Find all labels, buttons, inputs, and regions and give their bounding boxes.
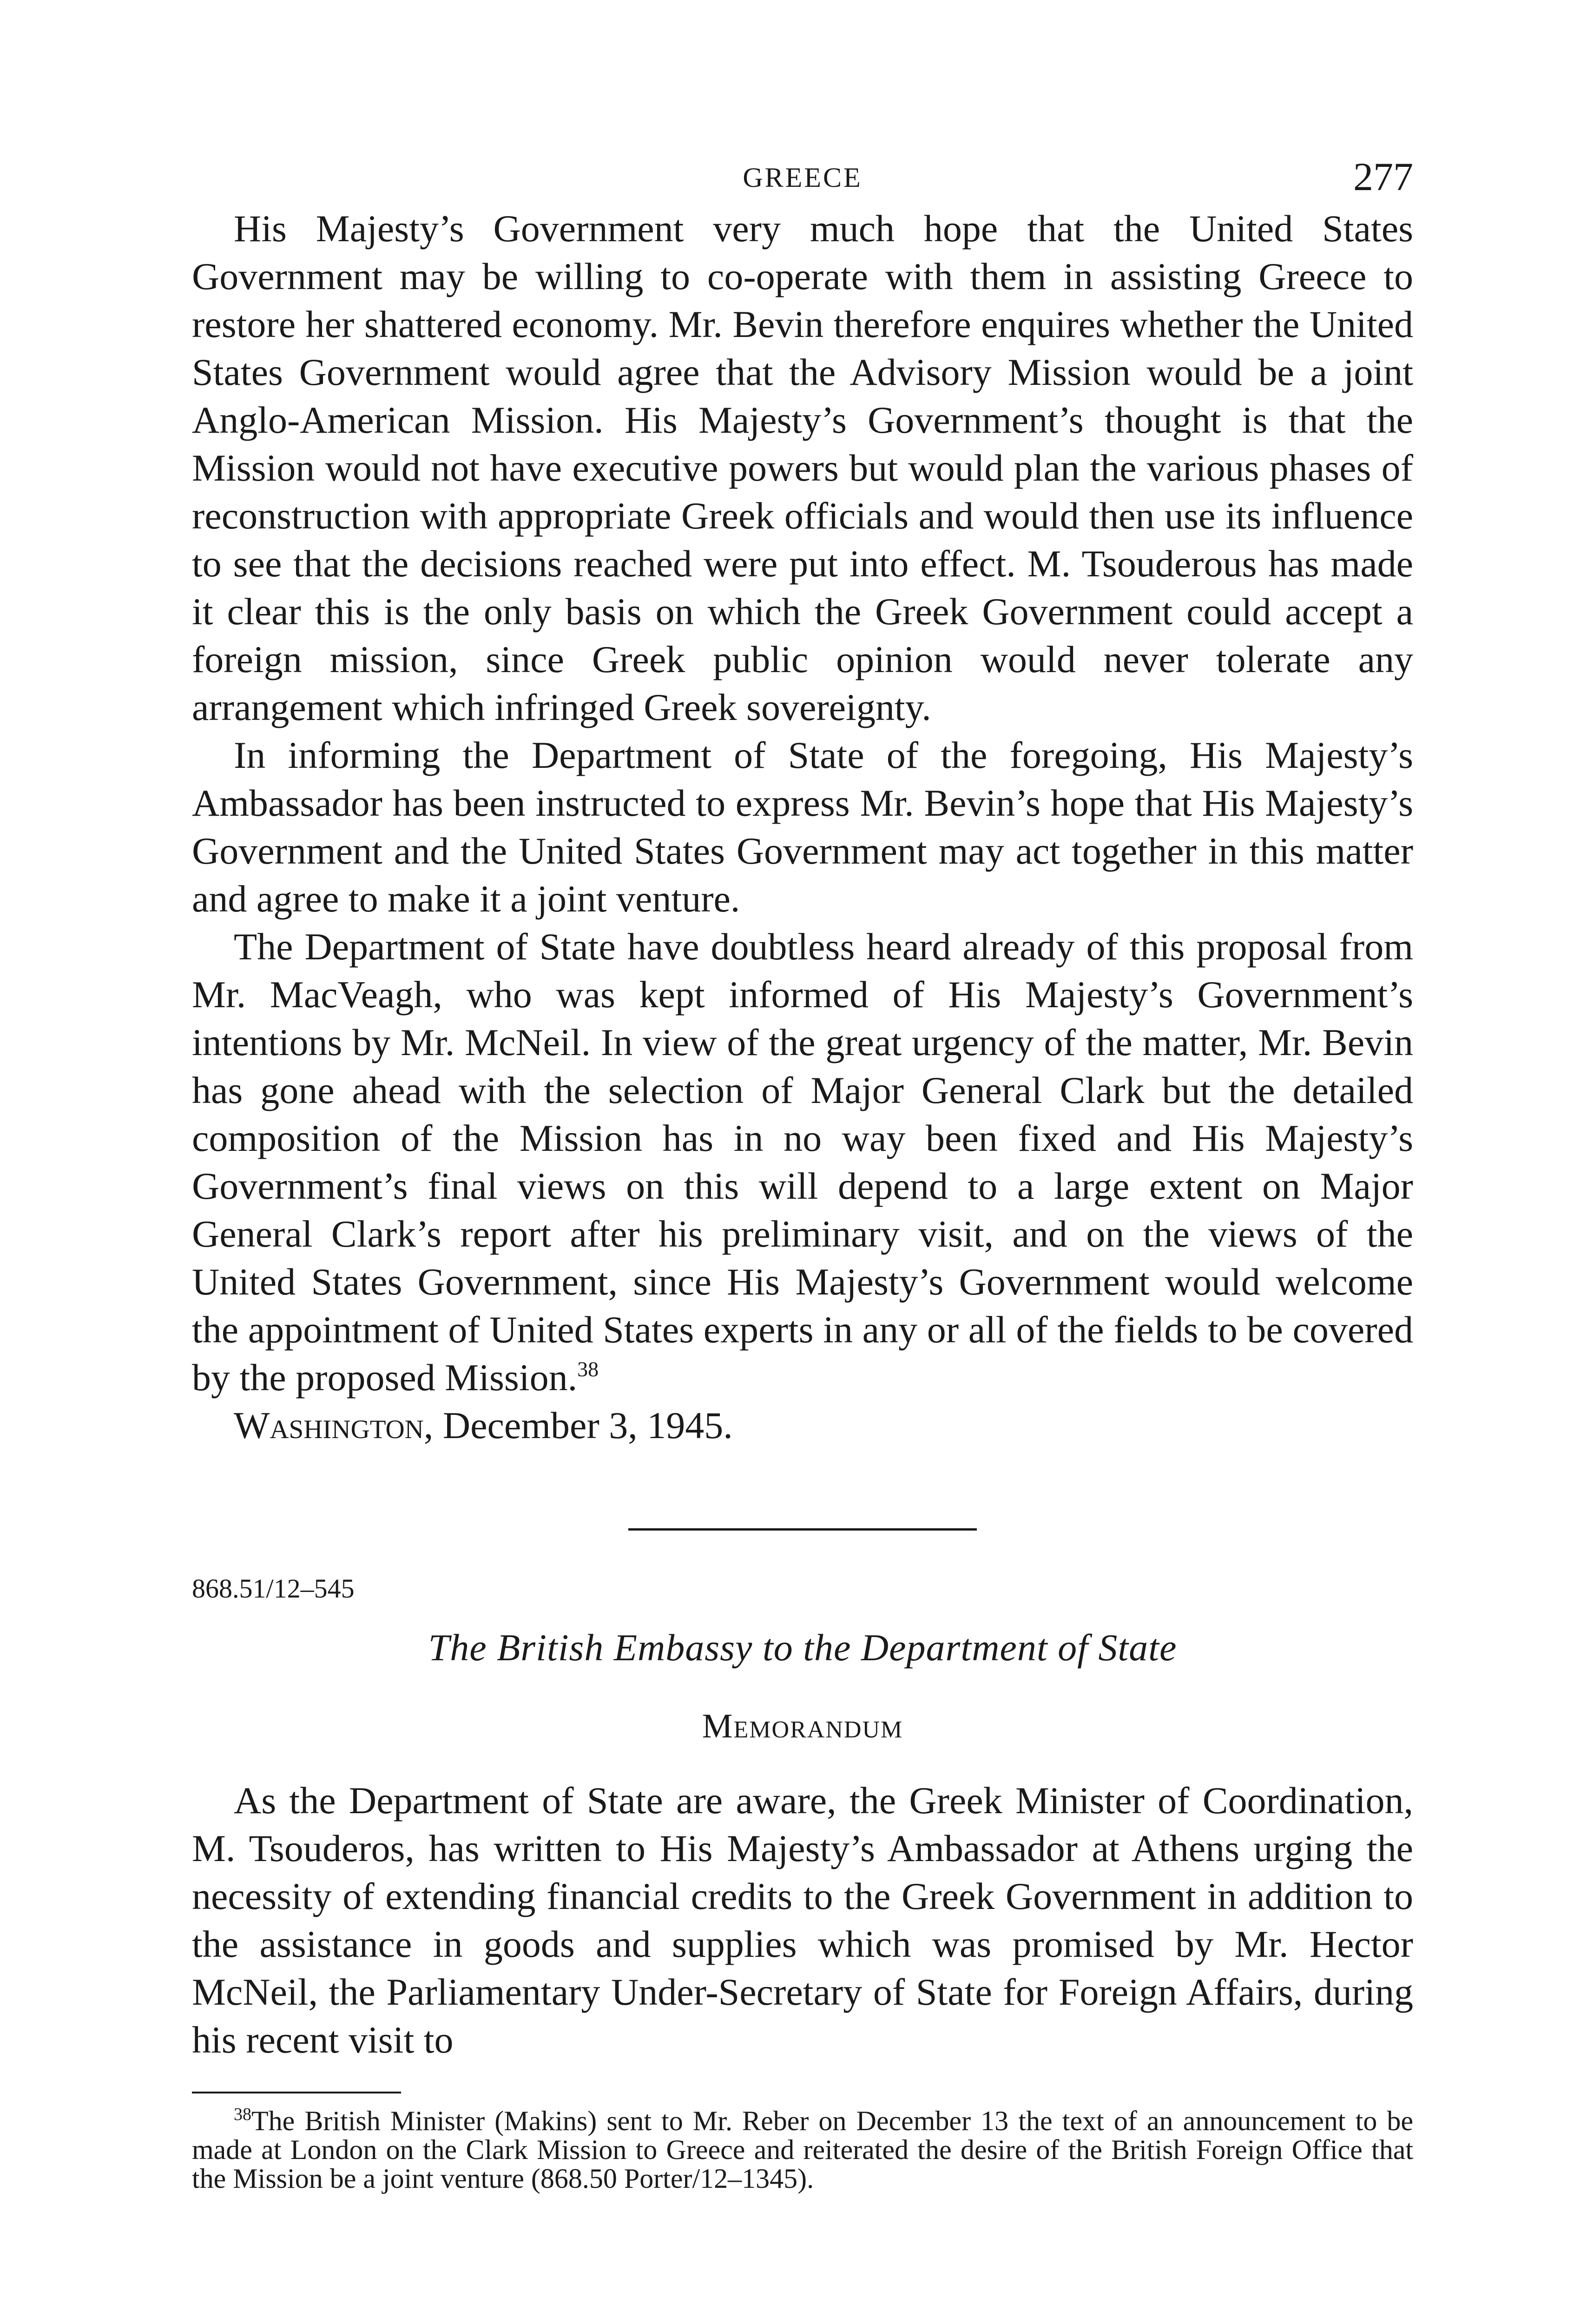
paragraph-joint-venture: In informing the Department of State of the foregoing, His Majesty’s Ambassador has been instructed to express Mr. Bevin’s hope that His Majesty’s Government and the United States Government may act together in this matter and agree to make it a joint venture. (192, 734, 1413, 920)
document-type-label: Memorandum (702, 1707, 903, 1745)
running-title: GREECE (743, 162, 863, 193)
footnote-text: The British Minister (Makins) sent to Mr. Reber on December 13 the text of an announcement to be made at London on the Clark Mission to Greece and reiterated the desire of the British Foreign Office that the Mission be a joint venture (868.50 Porter/12–1345). (192, 2106, 1413, 2194)
paragraph-macveagh-text: The Department of State have doubtless heard already of this proposal from Mr. MacVeagh, who was kept informed of His Majesty’s Government’s intentions by Mr. McNeil. In view of the great urgency of the matter, Mr. Bevin has gone ahead with the selection of Major General Clark but the detailed composition of the Mission has in no way been fixed and His Majesty’s Government’s final views on this will depend to a large extent on Major General Clark’s report after his preliminary visit, and on the views of the United States Government, since His Majesty’s Government would welcome the appointment of United States experts in any or all of the fields to be covered by the proposed Mission. (192, 925, 1413, 1399)
dateline (192, 1401, 1413, 1449)
dateline-date: , December 3, 1945. (423, 1404, 733, 1446)
footnote-number: 38 (234, 2105, 251, 2124)
document-heading: The British Embassy to the Department of State (428, 1626, 1177, 1669)
running-header (192, 153, 1413, 205)
section-divider (628, 1528, 977, 1531)
document-page (192, 153, 1413, 2193)
dateline-place: Washington (234, 1404, 424, 1446)
footnote-reference: 38 (577, 1357, 599, 1381)
footnote-divider (192, 2092, 401, 2093)
paragraph-macveagh-proposal (192, 923, 1413, 1401)
page-number: 277 (1353, 154, 1413, 199)
memorandum-paragraph: As the Department of State are aware, the Greek Minister of Coordination, M. Tsouderos, has written to His Majesty’s Ambassador at Athens urging the necessity of extending financial credits to the Greek Government in addition to the assistance in goods and supplies which was promised by Mr. Hector McNeil, the Parliamentary Under-Secretary of State for Foreign Affairs, during his recent visit to (192, 1779, 1413, 2061)
footnote (192, 2106, 1413, 2193)
paragraph-advisory-mission: His Majesty’s Government very much hope that the United States Government may be willing to co-operate with them in assisting Greece to restore her shattered economy. Mr. Bevin therefore enquires whether the United States Government would agree that the Advisory Mission would be a joint Anglo-American Mission. His Majesty’s Government’s thought is that the Mission would not have executive powers but would plan the various phases of reconstruction with appropriate Greek officials and would then use its influence to see that the decisions reached were put into effect. M. Tsouderous has made it clear this is the only basis on which the Greek Government could accept a foreign mission, since Greek public opinion would never tolerate any arrangement which infringed Greek sovereignty. (192, 207, 1413, 728)
file-number: 868.51/12–545 (192, 1573, 355, 1604)
